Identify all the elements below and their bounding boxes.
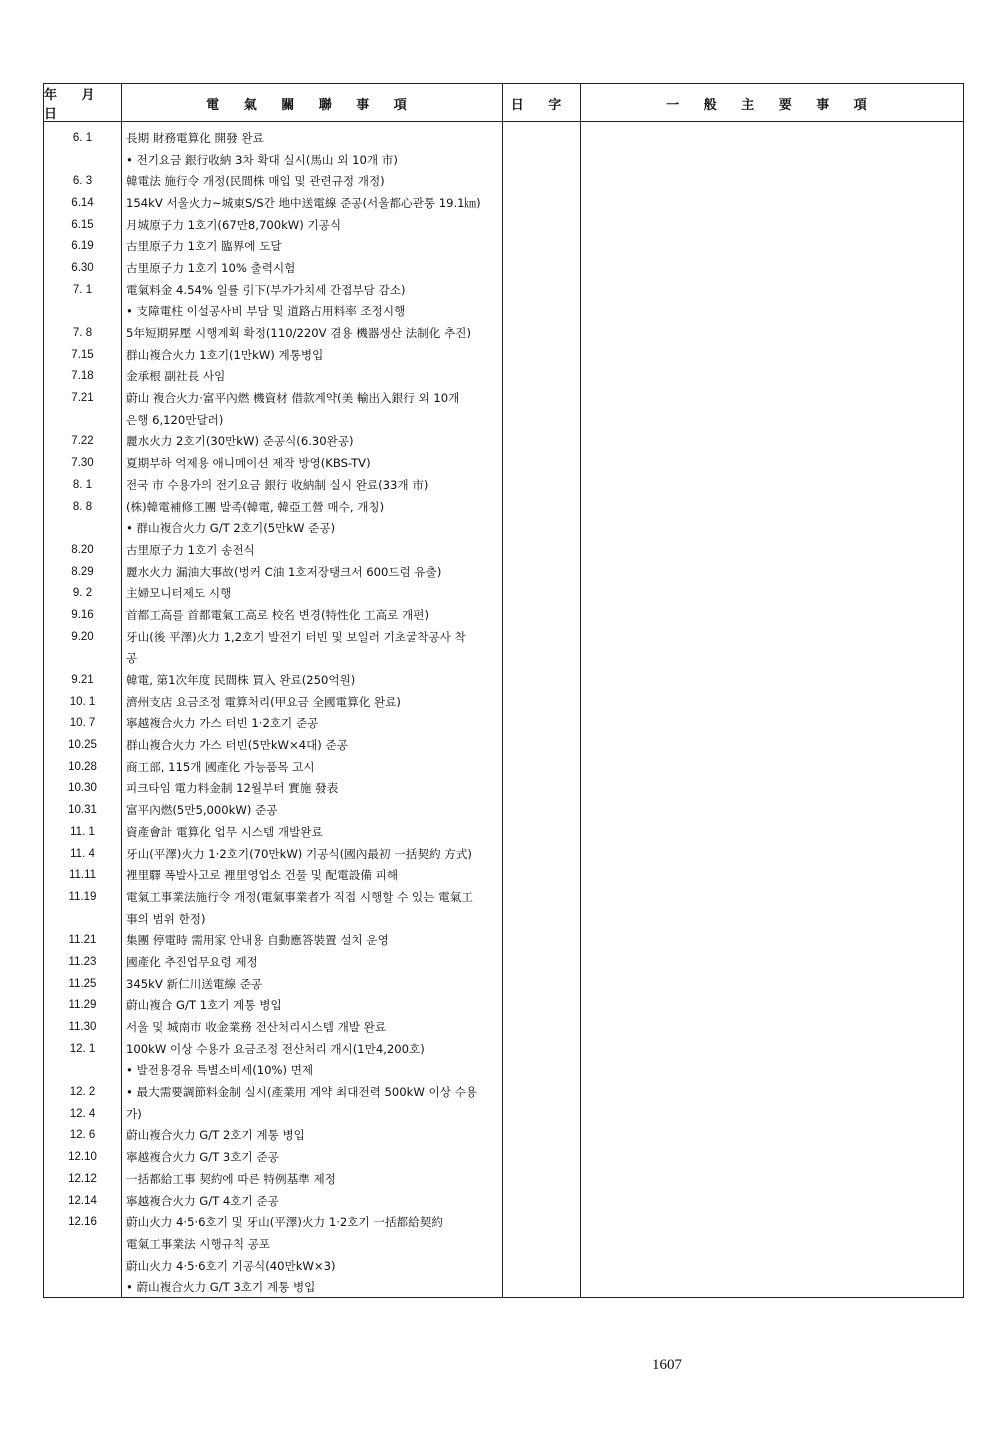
table-row [44,756,963,778]
row-date: 7. 1 [72,283,93,296]
table-row [44,474,963,496]
row-event: 寧越複合火力 G/T 3호기 준공 [126,1150,279,1165]
row-date: 7.15 [71,348,94,361]
row-event: • 蔚山複合火力 G/T 3호기 계통 병입 [126,1280,316,1295]
row-event: 國產化 추진업무요령 제정 [126,954,258,969]
table-row [44,1190,963,1212]
row-event: 濟州支店 요금조정 電算처리(甲요금 全國電算化 완료) [126,694,401,709]
row-date: 6.14 [71,196,94,209]
row-date: 10. 1 [69,695,96,708]
table-row [44,951,963,973]
row-event: 蔚山複合 G/T 1호기 계통 병입 [126,998,282,1013]
table-row [44,582,963,604]
table-row [44,648,963,670]
table-row [44,864,963,886]
row-event: 群山複合火力 1호기(1만kW) 계통병입 [126,347,324,362]
row-date: 11.30 [68,1021,97,1034]
row-event: 月城原子力 1호기(67만8,700kW) 기공식 [126,217,342,232]
row-event: • 群山複合火力 G/T 2호기(5만kW 준공) [126,521,336,536]
table-row [44,452,963,474]
table-row [44,279,963,301]
table-row [44,778,963,800]
table-row [44,344,963,366]
row-event: 牙山(平澤)火力 1·2호기(70만kW) 기공식(國內最初 一括契約 方式) [126,846,472,861]
table-row [44,496,963,518]
row-date: 11.25 [68,977,97,990]
table-row [44,1060,963,1082]
row-event: 麗水火力 漏油大事故(벙커 C油 1호저장탱크서 600드럼 유출) [126,564,442,579]
row-date: 12.16 [68,1216,97,1229]
row-date: 10.31 [68,804,97,817]
header-day: 日 字 [510,97,572,113]
table-row [44,886,963,908]
row-date: 11.11 [68,869,97,882]
row-event: 은행 6,120만달러) [126,412,224,427]
table-row [44,1276,963,1298]
table-row [44,1146,963,1168]
table-row [44,301,963,323]
row-date: 8.20 [71,543,94,556]
row-date: 7.30 [71,457,94,470]
table-row [44,908,963,930]
row-event: 主婦모니터제도 시행 [126,586,232,601]
table-row [44,1016,963,1038]
row-event: • 전기요금 銀行收納 3차 확대 실시(馬山 외 10개 市) [126,152,398,167]
row-event: 寧越複合火力 G/T 4호기 준공 [126,1193,279,1208]
header-electric-events: 電 氣 關 聯 事 項 [206,97,417,113]
table-body [44,127,963,1298]
row-event: 寧越複合火力 가스 터빈 1·2호기 준공 [126,716,319,731]
table-row [44,799,963,821]
row-event: 商工部, 115개 國產化 가능품목 고시 [126,759,315,774]
table-row [44,1211,963,1233]
row-date: 12. 1 [69,1042,96,1055]
table-row [44,366,963,388]
row-date: 10. 7 [69,717,96,730]
row-event: 古里原子力 1호기 송전식 [126,542,255,557]
row-event: 金承根 副社長 사임 [126,369,226,384]
row-event: • 支障電柱 이설공사비 부담 및 道路占用料率 조정시행 [126,304,406,319]
row-date: 8.29 [71,565,94,578]
table-row [44,1081,963,1103]
row-event: 長期 財務電算化 開發 완료 [126,130,264,145]
row-event: 蔚山火力 4·5·6호기 기공식(40만kW×3) [126,1258,336,1273]
row-date: 11. 4 [70,847,95,860]
table-row [44,995,963,1017]
table-row [44,235,963,257]
row-event: 가) [126,1106,142,1121]
row-date: 7.21 [71,392,94,405]
table-row [44,1233,963,1255]
table-row [44,1125,963,1147]
row-event: 電氣料金 4.54% 일률 引下(부가가치세 간접부담 감소) [126,282,406,297]
table-row [44,669,963,691]
row-event: 서울 및 城南市 收金業務 전산처리시스템 개발 완료 [126,1020,387,1035]
row-date: 11. 1 [70,825,95,838]
table-row [44,387,963,409]
row-event: 古里原子力 1호기 臨界에 도달 [126,239,282,254]
row-date: 12. 6 [69,1129,96,1142]
table-row [44,821,963,843]
row-date: 9.20 [71,630,94,643]
row-date: 12.12 [68,1172,97,1185]
chronology-table [43,83,964,1298]
row-event: 牙山(後 平澤)火力 1,2호기 발전기 터빈 및 보일러 기초굴착공사 착 [126,629,466,644]
header-general-events: 一 般 主 要 事 項 [666,97,877,113]
row-event: 電氣工事業法 시행규칙 공포 [126,1236,271,1251]
row-date: 11.19 [68,890,97,903]
table-row [44,973,963,995]
table-row [44,517,963,539]
header-date: 年 月 日 [44,88,105,122]
row-event: 345kV 新仁川送電線 준공 [126,976,263,991]
row-date: 7. 8 [72,327,93,340]
row-date: 7.22 [71,435,94,448]
table-row [44,149,963,171]
page-number: 1607 [652,1357,682,1373]
table-row [44,1038,963,1060]
row-event: 群山複合火力 가스 터빈(5만kW×4대) 준공 [126,738,348,753]
table-row [44,539,963,561]
table-row [44,409,963,431]
row-event: 蔚山 複合火力·富平內燃 機資材 借款계약(美 輸出入銀行 외 10개 [126,391,460,406]
row-date: 12. 4 [69,1107,96,1120]
row-date: 6. 3 [72,175,93,188]
row-event: 首都工高를 首都電氣工高로 校名 변경(特性化 工高로 개편) [126,607,429,622]
row-event: 전국 市 수용가의 전기요금 銀行 收納制 실시 완료(33개 市) [126,477,429,492]
table-row [44,257,963,279]
row-event: 事의 범위 한정) [126,911,206,926]
table-row [44,1103,963,1125]
table-row [44,1255,963,1277]
row-date: 6.15 [71,218,94,231]
row-event: 一括都給工事 契約에 따른 特例基準 제정 [126,1171,336,1186]
row-date: 7.18 [71,370,94,383]
row-date: 9. 2 [72,587,93,600]
table-row [44,127,963,149]
row-event: 피크타임 電力料金制 12월부터 實施 發表 [126,781,339,796]
row-date: 10.30 [68,782,97,795]
table-row [44,192,963,214]
row-event: 154kV 서울火力~城東S/S간 地中送電線 준공(서울都心관통 19.1㎞) [126,195,481,210]
row-event: 100kW 이상 수용가 요금조정 전산처리 개시(1만4,200호) [126,1041,425,1056]
row-event: 裡里驛 폭발사고로 裡里영업소 건물 및 配電設備 피해 [126,868,399,883]
table-header [44,84,963,122]
row-event: 夏期부하 억제용 애니메이션 제작 방영(KBS-TV) [126,456,371,471]
row-date: 12.14 [68,1194,97,1207]
table-row [44,1168,963,1190]
row-date: 6. 1 [72,131,93,144]
table-row [44,626,963,648]
row-event: • 발전용경유 특별소비세(10%) 면제 [126,1063,314,1078]
row-date: 11.29 [68,999,97,1012]
row-event: 韓電, 第1次年度 民間株 買入 완료(250억원) [126,673,356,688]
table-row [44,170,963,192]
row-date: 8. 8 [72,500,93,513]
row-date: 11.21 [68,934,97,947]
table-row [44,214,963,236]
table-row [44,734,963,756]
row-date: 12. 2 [69,1086,96,1099]
row-event: 5年短期昇壓 시행계획 확정(110/220V 겸용 機器생산 法制化 추진) [126,326,471,341]
table-row [44,604,963,626]
table-row [44,691,963,713]
row-event: • 最大需要調節料金制 실시(產業用 계약 최대전력 500kW 이상 수용 [126,1085,477,1100]
table-row [44,929,963,951]
row-event: 富平內燃(5만5,000kW) 준공 [126,803,278,818]
table-row [44,431,963,453]
row-date: 12.10 [68,1151,97,1164]
row-date: 11.23 [68,955,97,968]
row-event: (株)韓電補修工團 발족(韓電, 韓亞工營 매수, 개칭) [126,499,385,514]
table-row [44,561,963,583]
row-date: 6.19 [71,240,94,253]
row-event: 韓電法 施行令 개정(民間株 매입 및 관련규정 개정) [126,174,385,189]
row-date: 9.21 [71,674,94,687]
table-row [44,843,963,865]
row-event: 공 [126,651,138,666]
row-date: 10.28 [68,760,97,773]
row-date: 9.16 [71,608,94,621]
table-row [44,713,963,735]
row-event: 資產會計 電算化 업무 시스템 개발완료 [126,824,323,839]
row-date: 6.30 [71,261,94,274]
row-event: 蔚山複合火力 G/T 2호기 계통 병입 [126,1128,305,1143]
row-event: 古里原子力 1호기 10% 출력시험 [126,260,296,275]
row-event: 麗水火力 2호기(30만kW) 준공식(6.30완공) [126,434,354,449]
row-date: 10.25 [68,739,97,752]
row-event: 集團 停電時 需用家 안내용 自動應答裝置 설치 운영 [126,933,389,948]
row-event: 蔚山火力 4·5·6호기 및 牙山(平澤)火力 1·2호기 一括都給契約 [126,1215,443,1230]
row-date: 8. 1 [72,478,93,491]
row-event: 電氣工事業法施行令 개정(電氣事業者가 직접 시행할 수 있는 電氣工 [126,889,473,904]
table-row [44,322,963,344]
